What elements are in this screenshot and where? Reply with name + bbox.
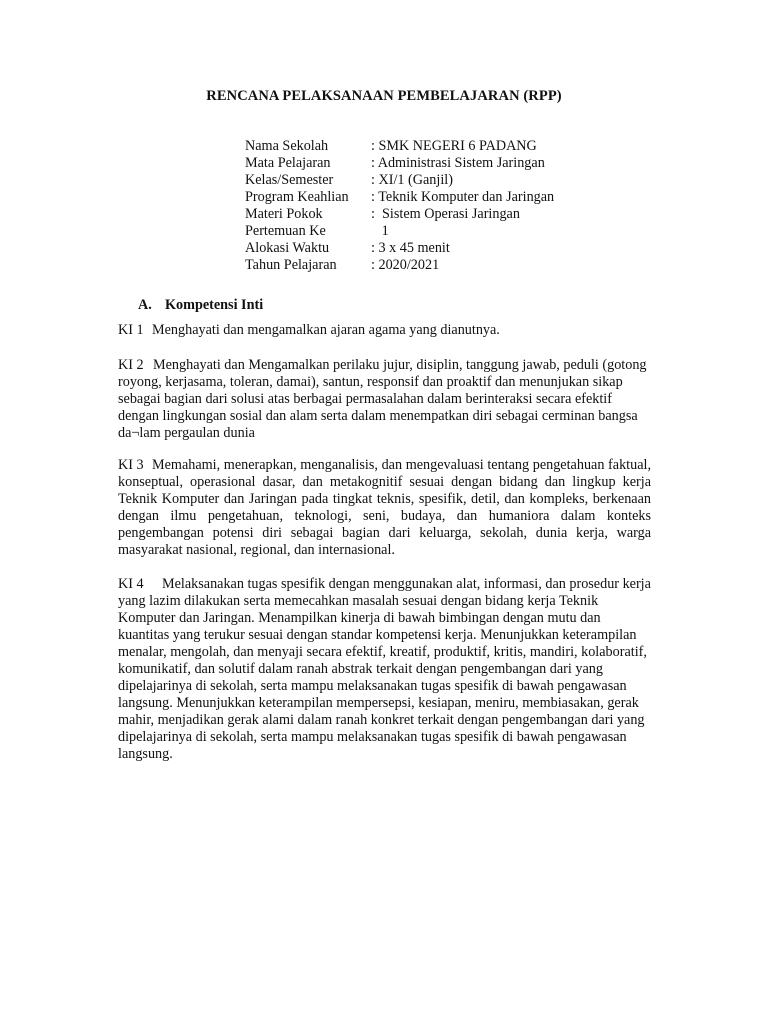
identity-value: : 3 x 45 menit [371,240,450,256]
ki-text: Menghayati dan Mengamalkan perilaku jujur, disiplin, tanggung jawab, peduli (gotong royong, kerjasama, toleran, damai), santun, responsif dan proaktif dan menunjukan sikap sebagai bagian dari solusi atas berbagai permasalahan dalam berinteraksi secara efektif dengan lingkungan sosial dan alam serta dalam menempatkan diri sebagai cerminan bangsa da¬lam pergaulan dunia [118,357,647,441]
identity-value: : Sistem Operasi Jaringan [371,206,520,222]
identity-label: Materi Pokok [245,206,323,222]
ki-paragraph-1 [118,322,651,339]
identity-table [245,138,554,274]
ki-code: KI 4 [118,576,144,592]
ki-text: Menghayati dan mengamalkan ajaran agama yang dianutnya. [152,322,500,338]
document-title: RENCANA PELAKSANAAN PEMBELAJARAN (RPP) [206,88,562,104]
identity-label: Tahun Pelajaran [245,257,337,273]
identity-label: Nama Sekolah [245,138,329,154]
ki-paragraph-3 [118,457,651,559]
section-heading-kompetensi-inti [138,297,263,314]
ki-paragraph-4 [118,576,651,763]
identity-row-meeting [245,223,554,240]
identity-label: Pertemuan Ke [245,223,326,239]
identity-label: Kelas/Semester [245,172,334,188]
ki-text: Memahami, menerapkan, menganalisis, dan mengevaluasi tentang pengetahuan faktual, konseptual, operasional dasar, dan metakognitif sesuai dengan bidang dan lingkup kerja Teknik Komputer dan Jaringan pada tingkat teknis, spesifik, detil, dan kompleks, berkenaan dengan ilmu pengetahuan, teknologi, seni, budaya, dan humaniora dalam konteks pengembangan potensi diri sebagai bagian dari keluarga, sekolah, dunia kerja, warga masyarakat nasional, regional, dan internasional. [118,457,651,558]
identity-row-year [245,257,554,274]
identity-label: Program Keahlian [245,189,349,205]
identity-value: : Administrasi Sistem Jaringan [371,155,545,171]
section-title: Kompetensi Inti [165,297,264,313]
ki-code: KI 3 [118,457,144,473]
ki-code: KI 2 [118,357,144,373]
identity-value: 1 [371,223,389,239]
ki-text: Melaksanakan tugas spesifik dengan menggunakan alat, informasi, dan prosedur kerja yang lazim dilakukan serta memecahkan masalah sesuai dengan bidang kerja Teknik Komputer dan Jaringan. Menampilkan kinerja di bawah bimbingan dengan mutu dan kuantitas yang terukur sesuai dengan standar kompetensi kerja. Menunjukkan keterampilan menalar, mengolah, dan menyaji secara efektif, kreatif, produktif, kritis, mandiri, kolaboratif, komunikatif, dan solutif dalam ranah abstrak terkait dengan pengembangan dari yang dipelajarinya di sekolah, serta mampu melaksanakan tugas spesifik di bawah pengawasan langsung. Menunjukkan keterampilan mempersepsi, kesiapan, meniru, membiasakan, gerak mahir, menjadikan gerak alami dalam ranah konkret terkait dengan pengembangan dari yang dipelajarinya di sekolah, serta mampu melaksanakan tugas spesifik di bawah pengawasan langsung. [118,576,651,762]
identity-row-subject [245,155,554,172]
identity-row-time [245,240,554,257]
identity-row-school [245,138,554,155]
identity-value: : 2020/2021 [371,257,440,273]
section-number: A. [138,297,152,313]
identity-row-class [245,172,554,189]
identity-row-topic [245,206,554,223]
identity-row-program [245,189,554,206]
ki-code: KI 1 [118,322,144,338]
identity-value: : SMK NEGERI 6 PADANG [371,138,537,154]
ki-paragraph-2 [118,357,651,442]
identity-label: Mata Pelajaran [245,155,331,171]
identity-value: : XI/1 (Ganjil) [371,172,453,188]
identity-value: : Teknik Komputer dan Jaringan [371,189,555,205]
identity-label: Alokasi Waktu [245,240,330,256]
